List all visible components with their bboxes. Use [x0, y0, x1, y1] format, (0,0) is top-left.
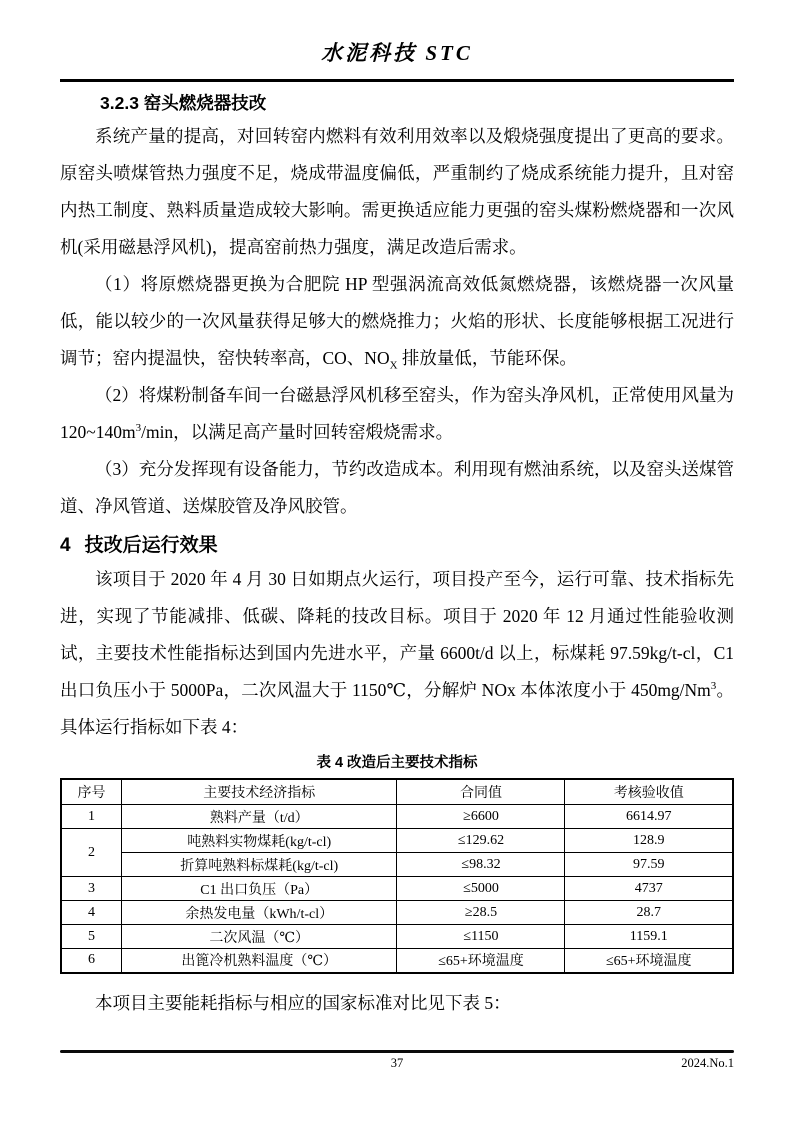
table-row — [61, 853, 733, 877]
results-text-tail: 。具体运行指标如下表 4： — [60, 679, 734, 737]
table-row — [61, 901, 733, 925]
paragraph-table5-lead-in: 本项目主要能耗指标与相应的国家标准对比见下表 5： — [95, 992, 511, 1013]
footer-page-number: 37 — [390, 1056, 404, 1070]
table-4-caption: 表 4 改造后主要技术指标 — [316, 754, 478, 771]
col-header-contract-value: 合同值 — [397, 779, 565, 805]
cell-assessed: ≤65+环境温度 — [565, 949, 733, 973]
cell-contract: ≥6600 — [397, 805, 565, 829]
section-4-title: 技改后运行效果 — [84, 534, 218, 556]
cell-contract: ≥28.5 — [397, 901, 565, 925]
col-header-no: 序号 — [61, 779, 121, 805]
cell-no: 5 — [61, 925, 121, 949]
paragraph-item-3: （3）充分发挥现有设备能力，节约改造成本。利用现有燃油系统，以及窑头送煤管道、净风管道、送煤胶管及净风胶管。 — [60, 458, 734, 516]
paragraph-item-1 — [60, 266, 734, 377]
footer-issue-number: 2024.No.1 — [681, 1056, 734, 1070]
cell-indicator: 吨熟料实物煤耗(kg/t-cl) — [121, 829, 397, 853]
cell-no: 4 — [61, 901, 121, 925]
cell-indicator: 折算吨熟料标煤耗(kg/t-cl) — [121, 853, 397, 877]
cell-assessed: 1159.1 — [565, 925, 733, 949]
item-2-text-tail: /min，以满足高产量时回转窑煅烧需求。 — [141, 421, 454, 442]
nox-subscript: X — [389, 359, 398, 371]
journal-title: 水泥科技 STC — [321, 41, 473, 65]
cell-assessed: 128.9 — [565, 829, 733, 853]
cell-indicator: C1 出口负压（Pa） — [121, 877, 397, 901]
footer-rule — [60, 1050, 734, 1053]
table-row — [61, 829, 733, 853]
section-heading-3-2-3: 3.2.3 窑头燃烧器技改 — [100, 92, 267, 113]
item-1-text: （1）将原燃烧器更换为合肥院 HP 型强涡流高效低氮燃烧器，该燃烧器一次风量低，能以较少的一次风量获得足够大的燃烧推力；火焰的形状、长度能够根据工况进行调节；窑内提温快，窑快转率高，CO、NO — [60, 273, 734, 368]
nm3-superscript: 3 — [710, 679, 717, 692]
table-header-row — [61, 779, 733, 805]
paragraph-kiln-burner-intro: 系统产量的提高，对回转窑内燃料有效利用效率以及煅烧强度提出了更高的要求。原窑头喷煤管热力强度不足，烧成带温度偏低，严重制约了烧成系统能力提升，且对窑内热工制度、熟料质量造成较大影响。需更换适应能力更强的窑头煤粉燃烧器和一次风机(采用磁悬浮风机)，提高窑前热力强度，满足改造后需求。 — [60, 125, 734, 257]
cell-no: 3 — [61, 877, 121, 901]
table-row — [61, 949, 733, 973]
cell-indicator: 出篦冷机熟料温度（℃） — [121, 949, 397, 973]
cell-assessed: 6614.97 — [565, 805, 733, 829]
cubic-meter-superscript: 3 — [135, 421, 142, 434]
table-row — [61, 877, 733, 901]
cell-contract: ≤1150 — [397, 925, 565, 949]
col-header-indicator: 主要技术经济指标 — [121, 779, 397, 805]
page-footer — [60, 1050, 734, 1076]
item-2-text: （2）将煤粉制备车间一台磁悬浮风机移至窑头，作为窑头净风机，正常使用风量为 120~140m — [60, 384, 734, 442]
cell-contract: ≤65+环境温度 — [397, 949, 565, 973]
table-row — [61, 925, 733, 949]
paragraph-item-2 — [60, 377, 734, 451]
cell-contract: ≤5000 — [397, 877, 565, 901]
table-4-technical-indicators — [60, 778, 734, 974]
cell-indicator: 二次风温（℃） — [121, 925, 397, 949]
cell-indicator: 熟料产量（t/d） — [121, 805, 397, 829]
item-1-text-tail: 排放量低，节能环保。 — [397, 347, 577, 368]
results-text: 该项目于 2020 年 4 月 30 日如期点火运行，项目投产至今，运行可靠、技术指标先进，实现了节能减排、低碳、降耗的技改目标。项目于 2020 年 12 月通过性能验收测试，主要技术性能指标达到国内先进水平，产量 6600t/d 以上，标煤耗 97.59kg/t-cl，C1 出口负压小于 5000Pa，二次风温大于 1150℃，分解炉 NOx 本体浓度小于 450mg/Nm — [60, 568, 734, 700]
col-header-assessed-value: 考核验收值 — [565, 779, 733, 805]
table-row — [61, 805, 733, 829]
section-4-number: 4 — [60, 534, 71, 556]
paragraph-operation-results — [60, 561, 734, 746]
cell-assessed: 4737 — [565, 877, 733, 901]
cell-no: 1 — [61, 805, 121, 829]
cell-no-merged: 2 — [61, 829, 121, 877]
header-rule — [60, 79, 734, 82]
cell-assessed: 97.59 — [565, 853, 733, 877]
section-heading-4 — [60, 531, 734, 561]
cell-no: 6 — [61, 949, 121, 973]
cell-indicator: 余热发电量（kWh/t-cl） — [121, 901, 397, 925]
cell-contract: ≤129.62 — [397, 829, 565, 853]
cell-contract: ≤98.32 — [397, 853, 565, 877]
cell-assessed: 28.7 — [565, 901, 733, 925]
